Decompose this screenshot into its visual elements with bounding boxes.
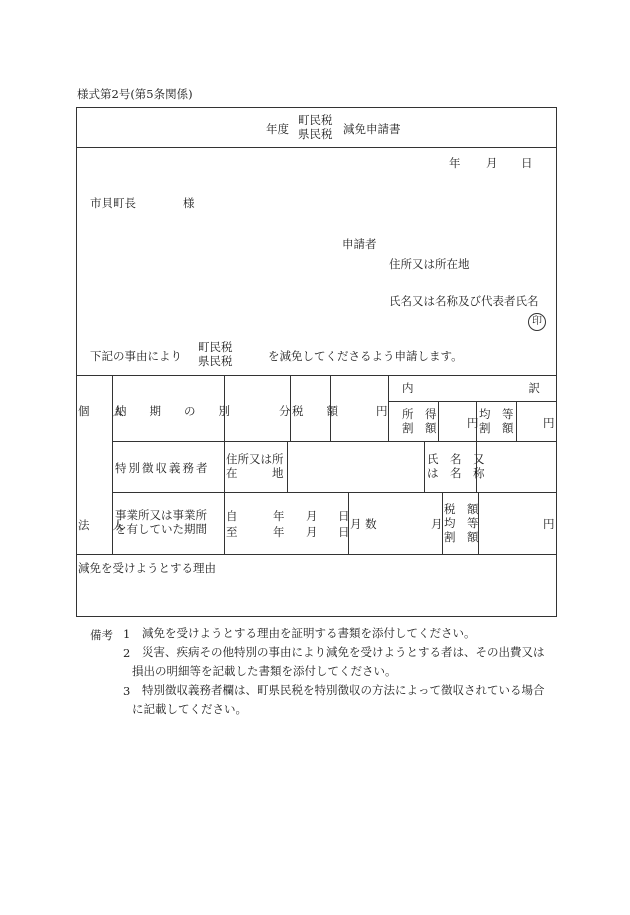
remarks-label: 備考: [90, 628, 113, 642]
request-prefix: 下記の事由により: [90, 349, 182, 363]
table-col-divider-h: [224, 441, 225, 555]
request-suffix: を減免してくださるよう申請します。: [268, 349, 463, 363]
frame-top-border: [76, 107, 556, 108]
date-month: 月: [486, 156, 498, 170]
form-number: 様式第2号(第5条関係): [77, 87, 193, 101]
corporate-equal-portion-label-2: 均 等: [444, 516, 479, 530]
date-year: 年: [449, 156, 461, 170]
remark-3-text-line-1: 特別徴収義務者欄は、町県民税を特別徴収の方法によって徴収されている場合: [142, 683, 545, 697]
table-top-border: [76, 375, 556, 376]
period-from: 自: [226, 509, 238, 523]
income-portion-label-1: 所 得: [402, 407, 437, 421]
period-to-month: 月: [306, 525, 318, 539]
table-row-divider-1: [112, 441, 556, 442]
office-period-label-1: 事業所又は事業所: [115, 508, 207, 522]
date-day: 日: [521, 156, 533, 170]
title-nendo: 年度: [266, 122, 289, 136]
remark-2-text-line-1: 災害、疾病その他特別の事由により減免を受けようとする者は、その出費又は: [142, 645, 545, 659]
breakdown-divider: [388, 401, 556, 402]
table-col-divider-i: [287, 441, 288, 493]
table-col-divider-g: [516, 401, 517, 442]
office-period-label: [115, 508, 207, 536]
frame-right-border: [556, 107, 557, 617]
months-label: 月 数: [350, 517, 377, 531]
equal-portion-label-1: 均 等: [479, 407, 514, 421]
equal-portion-label-2: 割 額: [479, 421, 514, 435]
collector-address-label: [226, 452, 284, 480]
mayor-name: 市貝町長: [90, 196, 136, 210]
payment-period-bun: 分: [279, 404, 291, 418]
title-tax-town: 町民税: [298, 113, 333, 127]
remark-3-num: 3: [123, 684, 131, 698]
title-tax-pref: 県民税: [298, 127, 333, 141]
applicant-address-label: 住所又は所在地: [389, 257, 470, 271]
frame-bottom-border: [76, 616, 556, 617]
income-portion-label-2: 割 額: [402, 421, 437, 435]
income-portion-yen: 円: [467, 416, 479, 430]
payment-period-label: 納 期 の 別: [115, 404, 230, 418]
form-title: 減免申請書: [343, 122, 401, 136]
breakdown-label: 内 訳: [402, 381, 540, 395]
corporate-equal-portion-label-3: 割 額: [444, 530, 479, 544]
request-tax-town: 町民税: [198, 340, 233, 354]
remark-1-text: 減免を受けようとする理由を証明する書類を添付してください。: [142, 626, 476, 640]
period-to: 至: [226, 525, 238, 539]
remark-2-text-line-2: 損出の明細等を記載した書類を添付してください。: [132, 664, 397, 678]
reason-label: 減免を受けようとする理由: [78, 561, 216, 575]
frame-left-border: [76, 107, 77, 617]
request-tax-stack: [198, 340, 233, 368]
collector-address-label-2: 在 地: [226, 466, 284, 480]
applicant-name-label: 氏名又は名称及び代表者氏名: [389, 294, 539, 308]
corporate-equal-portion-label-1: 税 額: [444, 502, 479, 516]
table-col-divider-j: [424, 441, 425, 493]
period-to-day: 日: [338, 525, 350, 539]
table-col-divider-e: [438, 401, 439, 442]
request-tax-pref: 県民税: [198, 354, 233, 368]
tax-amount-yen: 円: [376, 404, 388, 418]
mayor-sama: 様: [183, 196, 195, 210]
period-from-year: 年: [273, 509, 285, 523]
remark-1-num: 1: [123, 627, 131, 641]
period-to-year: 年: [273, 525, 285, 539]
corporate-label: 法 人: [78, 518, 124, 532]
equal-portion-label: [479, 407, 514, 435]
corporate-equal-portion-label: [444, 502, 479, 544]
remark-2-num: 2: [123, 646, 131, 660]
collector-address-label-1: 住所又は所: [226, 452, 284, 466]
period-from-month: 月: [306, 509, 318, 523]
seal-mark: 印: [528, 313, 546, 331]
collector-name-label: [427, 452, 485, 480]
tax-amount-label: 税 額: [292, 404, 338, 418]
reason-top-border: [76, 554, 556, 555]
collector-name-label-1: 氏 名 又: [427, 452, 485, 466]
table-row-divider-2: [112, 492, 556, 493]
remark-3-text-line-2: に記載してください。: [132, 702, 247, 716]
individual-label: 個 人: [78, 404, 124, 418]
office-period-label-2: を有していた期間: [115, 522, 207, 536]
applicant-label: 申請者: [342, 237, 377, 251]
header-divider: [76, 147, 556, 148]
period-from-day: 日: [338, 509, 350, 523]
months-unit: 月: [431, 517, 443, 531]
equal-portion-yen: 円: [543, 416, 555, 430]
income-portion-label: [402, 407, 437, 435]
collector-name-label-2: は 名 称: [427, 466, 485, 480]
special-collector-label: 特別徴収義務者: [115, 461, 210, 475]
table-col-divider-d: [388, 375, 389, 442]
corporate-equal-portion-yen: 円: [543, 517, 555, 531]
title-tax-stack: [298, 113, 333, 141]
